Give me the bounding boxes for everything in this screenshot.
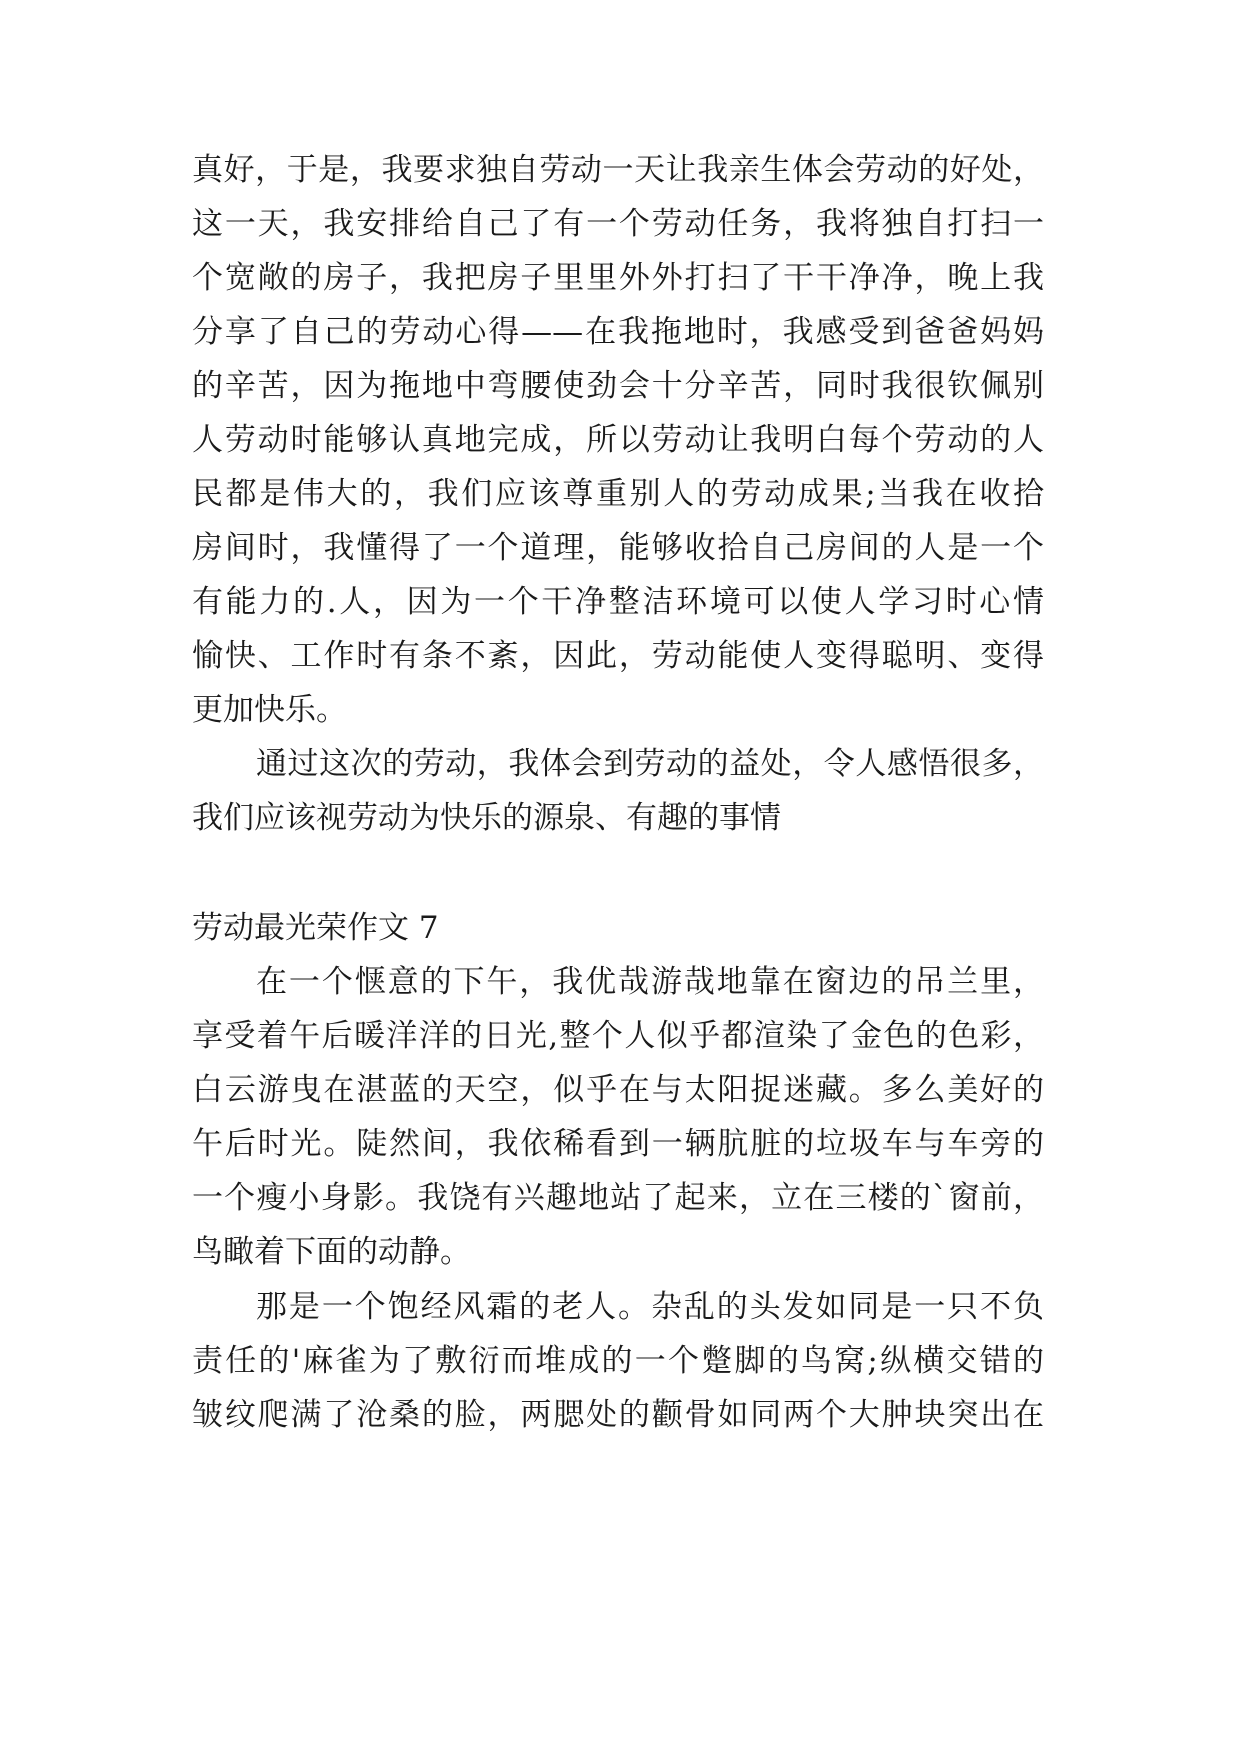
- paragraph-1-line: 真好，于是，我要求独自劳动一天让我亲生体会劳动的好处，: [192, 152, 1044, 188]
- paragraph-4-line: 皱纹爬满了沧桑的脸，两腮处的颧骨如同两个大肿块突出在: [192, 1397, 1044, 1433]
- paragraph-1-line: 有能力的.人，因为一个干净整洁环境可以使人学习时心情: [192, 584, 1044, 620]
- paragraph-1-line: 愉快、工作时有条不紊，因此，劳动能使人变得聪明、变得: [192, 638, 1044, 674]
- paragraph-2-line: 我们应该视劳动为快乐的源泉、有趣的事情: [192, 800, 781, 836]
- paragraph-3-line: 享受着午后暖洋洋的日光,整个人似乎都渲染了金色的色彩，: [192, 1018, 1044, 1054]
- paragraph-4-line: 那是一个饱经风霜的老人。杂乱的头发如同是一只不负: [256, 1289, 1044, 1325]
- paragraph-3-line: 白云游曳在湛蓝的天空，似乎在与太阳捉迷藏。多么美好的: [192, 1072, 1044, 1108]
- paragraph-1-line: 的辛苦，因为拖地中弯腰使劲会十分辛苦，同时我很钦佩别: [192, 368, 1044, 404]
- paragraph-3-line: 鸟瞰着下面的动静。: [192, 1234, 471, 1270]
- paragraph-4-line: 责任的'麻雀为了敷衍而堆成的一个蹩脚的鸟窝;纵横交错的: [192, 1343, 1044, 1379]
- paragraph-2-line: 通过这次的劳动，我体会到劳动的益处，令人感悟很多，: [256, 746, 1044, 782]
- paragraph-1-line: 民都是伟大的，我们应该尊重别人的劳动成果;当我在收拾: [192, 476, 1044, 512]
- paragraph-1-line: 分享了自己的劳动心得——在我拖地时，我感受到爸爸妈妈: [192, 314, 1044, 350]
- section-title: 劳动最光荣作文 7: [192, 910, 439, 946]
- paragraph-1-line: 个宽敞的房子，我把房子里里外外打扫了干干净净，晚上我: [192, 260, 1044, 296]
- paragraph-1-line: 房间时，我懂得了一个道理，能够收拾自己房间的人是一个: [192, 530, 1044, 566]
- paragraph-3-line: 午后时光。陡然间，我依稀看到一辆肮脏的垃圾车与车旁的: [192, 1126, 1044, 1162]
- paragraph-1-line: 更加快乐。: [192, 692, 347, 728]
- paragraph-3-line: 在一个惬意的下午，我优哉游哉地靠在窗边的吊兰里，: [256, 964, 1044, 1000]
- paragraph-3-line: 一个瘦小身影。我饶有兴趣地站了起来，立在三楼的`窗前，: [192, 1180, 1044, 1216]
- paragraph-1-line: 人劳动时能够认真地完成，所以劳动让我明白每个劳动的人: [192, 422, 1044, 458]
- paragraph-1-line: 这一天，我安排给自己了有一个劳动任务，我将独自打扫一: [192, 206, 1044, 242]
